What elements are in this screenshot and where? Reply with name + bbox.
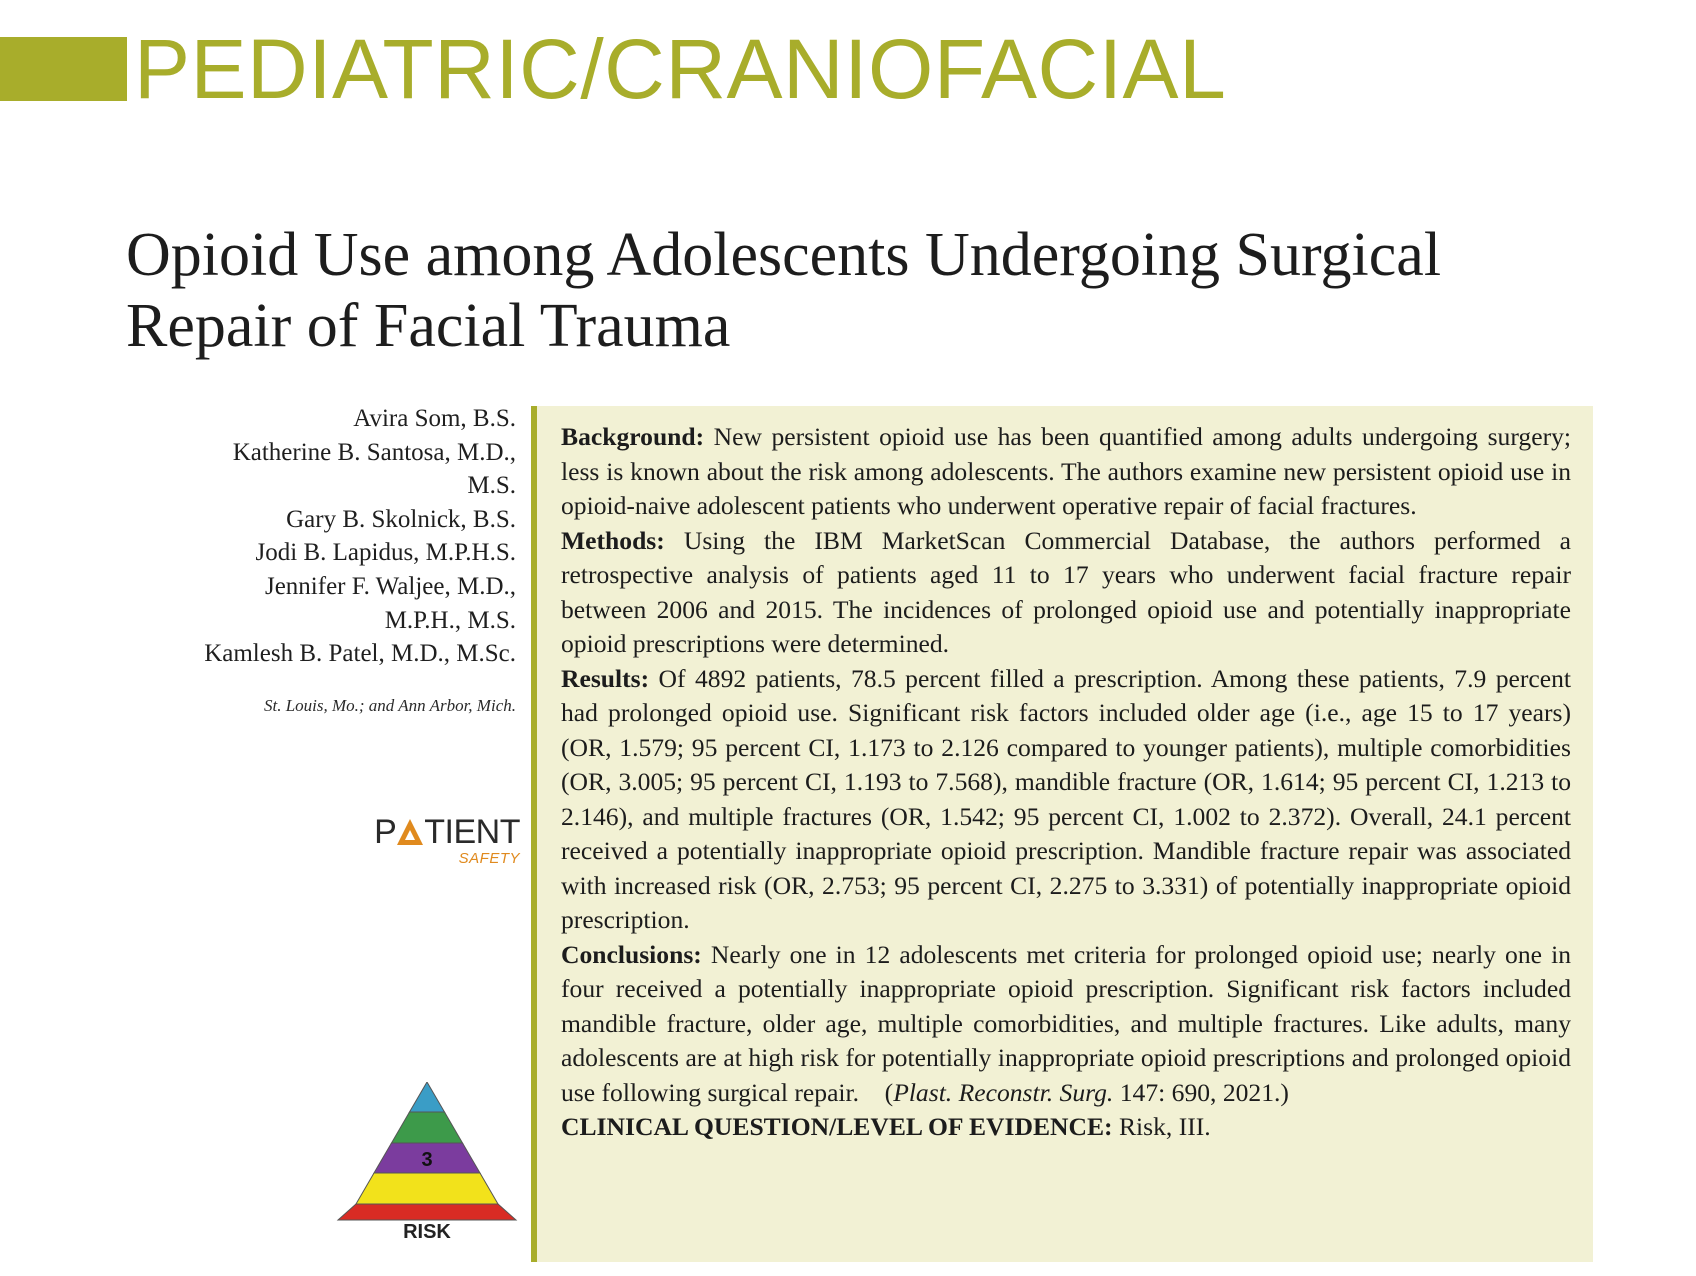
- author-list: [96, 402, 516, 717]
- conclusions-label: Conclusions:: [561, 939, 702, 969]
- patient-safety-wordmark: [374, 812, 520, 852]
- abstract-box: [537, 406, 1593, 1262]
- results-label: Results:: [561, 663, 650, 693]
- logo-subtitle: SAFETY: [458, 850, 520, 867]
- affiliation: St. Louis, Mo.; and Ann Arbor, Mich.: [263, 695, 516, 715]
- author-line: M.S.: [467, 472, 516, 500]
- abstract-methods: [561, 524, 1571, 662]
- background-text: New persistent opioid use has been quantified among adults undergoing surgery; less is known about the risk among adolescents. The authors examine new persistent opioid use in opioid-naive adolescent patients who underwent operative repair of facial fractures.: [561, 422, 1571, 520]
- citation-open: (: [859, 1077, 894, 1107]
- author-line: Jodi B. Lapidus, M.P.H.S.: [255, 539, 516, 567]
- author-line: Gary B. Skolnick, B.S.: [286, 505, 516, 533]
- background-label: Background:: [561, 422, 705, 451]
- evidence-label: CLINICAL QUESTION/LEVEL OF EVIDENCE:: [561, 1112, 1113, 1141]
- pyramid-level-label: 3: [421, 1149, 433, 1171]
- author-line: Katherine B. Santosa, M.D.,: [232, 438, 516, 466]
- evidence-text: Risk, III.: [1112, 1112, 1211, 1141]
- author-line: Avira Som, B.S.: [353, 405, 516, 432]
- pyramid-tier-4: [356, 1173, 498, 1204]
- logo-word-post: TIENT: [424, 813, 520, 851]
- warning-triangle-icon: [397, 819, 423, 845]
- pyramid-caption: RISK: [403, 1221, 451, 1243]
- author-line: M.P.H., M.S.: [384, 606, 516, 634]
- abstract-results: [561, 662, 1571, 938]
- results-text: Of 4892 patients, 78.5 percent filled a prescription. Among these patients, 7.9 percent had prolonged opioid use. Significant risk factors included older age (i.e., age 15 to 17 years) (OR, 1.579; 95 percent CI, 1.173 to 2.126 compared to younger patients), multiple comorbidities (OR, 3.005; 95 percent CI, 1.193 to 7.568), mandible fracture (OR, 1.614; 95 percent CI, 1.213 to 2.146), and multiple fractures (OR, 1.542; 95 percent CI, 1.002 to 2.372). Overall, 24.1 percent received a potentially inappropriate opioid prescription. Mandible fracture repair was associated with increased risk (OR, 2.753; 95 percent CI, 2.275 to 3.331) of potentially inappropriate opioid prescription.: [561, 663, 1571, 934]
- evidence-pyramid-icon: [336, 1082, 518, 1242]
- pyramid-tier-2: [392, 1112, 463, 1143]
- pyramid-tier-1: [410, 1082, 445, 1112]
- section-heading: PEDIATRIC/CRANIOFACIAL: [134, 22, 1227, 116]
- logo-word-pre: P: [374, 813, 397, 851]
- pyramid-tier-5: [338, 1204, 516, 1220]
- methods-label: Methods:: [561, 525, 665, 555]
- citation-journal: Plast. Reconstr. Surg.: [893, 1077, 1114, 1107]
- author-line: Jennifer F. Waljee, M.D.,: [264, 572, 516, 600]
- article-title: Opioid Use among Adolescents Undergoing Surgical Repair of Facial Trauma: [126, 221, 1442, 360]
- abstract-conclusions: [561, 938, 1571, 1111]
- citation-rest: 147: 690, 2021.): [1113, 1077, 1289, 1107]
- conclusions-text: Nearly one in 12 adolescents met criteria for prolonged opioid use; nearly one in four received a potentially inappropriate opioid prescription. Significant risk factors included mandible fracture, older age, multiple comorbidities, and multiple fractures. Like adults, many adolescents are at high risk for potentially inappropriate opioid prescriptions and prolonged opioid use following surgical repair.: [561, 939, 1571, 1107]
- abstract-evidence: [561, 1110, 1571, 1145]
- abstract-background: [561, 420, 1571, 524]
- section-color-bar: [0, 37, 127, 101]
- author-line: Kamlesh B. Patel, M.D., M.Sc.: [204, 640, 516, 668]
- patient-safety-logo: [350, 812, 520, 872]
- methods-text: Using the IBM MarketScan Commercial Database, the authors performed a retrospective analysis of patients aged 11 to 17 years who underwent facial fracture repair between 2006 and 2015. The incidences of prolonged opioid use and potentially inappropriate opioid prescriptions were determined.: [561, 525, 1571, 658]
